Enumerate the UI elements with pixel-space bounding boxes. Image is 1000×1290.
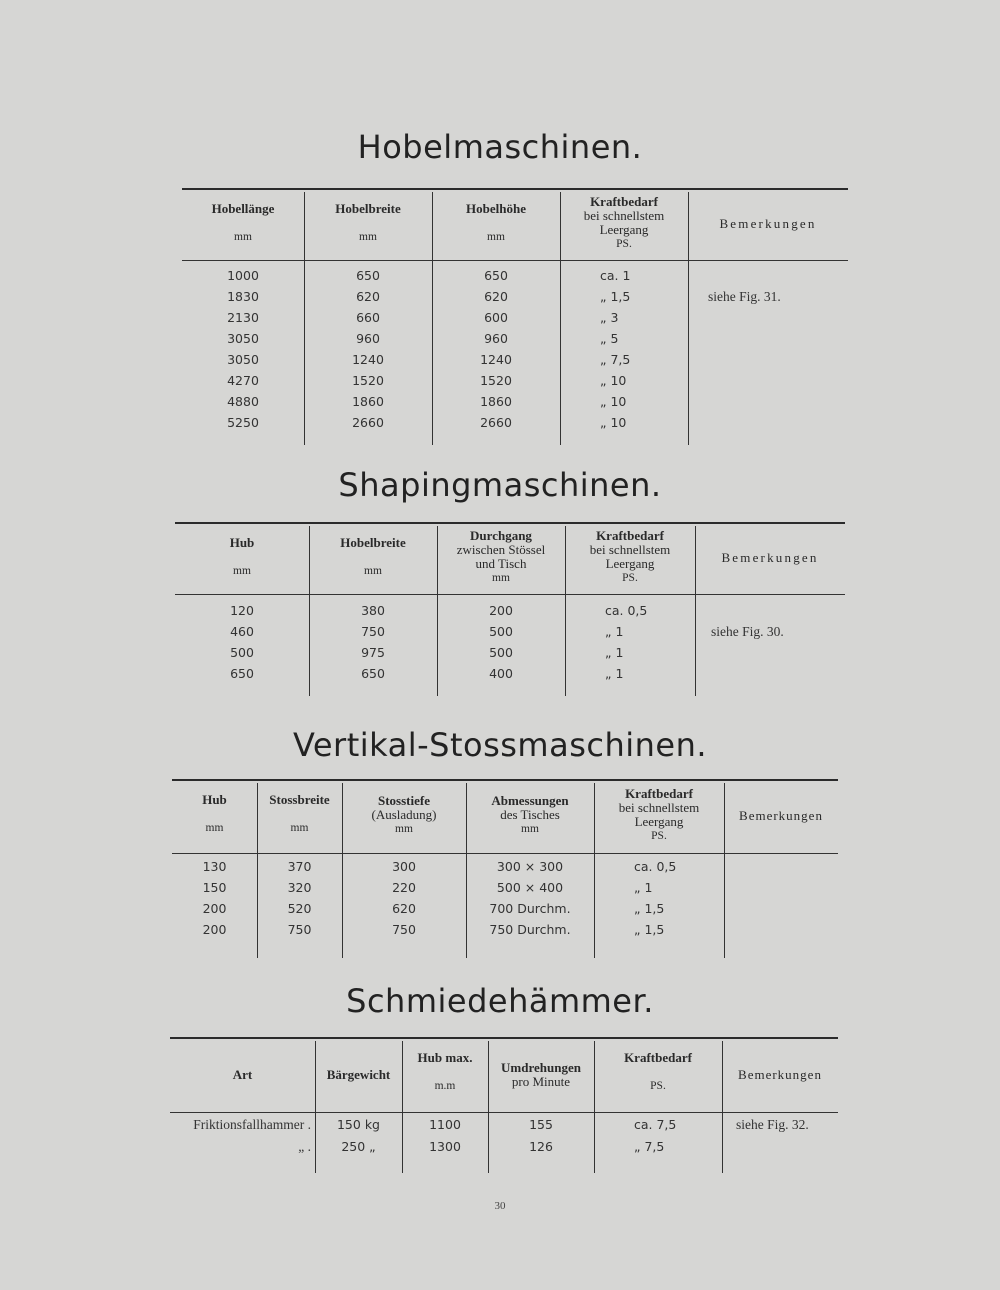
column-header-unit: mm	[234, 231, 252, 243]
table-cell: 750 Durchm.	[489, 922, 571, 937]
table-cell: 700 Durchm.	[489, 901, 571, 916]
table-top-rule	[175, 522, 845, 524]
table-cell: „ 1	[605, 624, 624, 639]
table-cell: 960	[484, 331, 508, 346]
table-cell: 1520	[352, 373, 384, 388]
header-rule	[175, 594, 845, 595]
table-cell: 320	[287, 880, 312, 895]
table-cell: 1860	[480, 394, 512, 409]
column-header-unit: mm	[521, 823, 539, 835]
column-header-unit: PS.	[651, 830, 667, 842]
table-cell: 130	[202, 859, 227, 874]
table-cell: „ 1	[634, 880, 653, 895]
column-header-label: Bemerkungen	[721, 550, 819, 565]
column-header	[724, 809, 838, 823]
column-header-label: Stosstiefe	[378, 793, 430, 808]
remark-note: siehe Fig. 32.	[736, 1117, 809, 1132]
table-cell: 750	[287, 922, 312, 937]
column-header	[432, 202, 560, 244]
table-cell: 500	[489, 624, 513, 639]
column-header-label: Hobellänge	[211, 201, 275, 216]
column-header	[695, 551, 845, 565]
column-header	[257, 793, 342, 835]
column-header	[172, 793, 257, 835]
column-header-subtitle: bei schnellstem	[618, 800, 700, 815]
column-header-label: Kraftbedarf	[625, 786, 693, 801]
column-header-subtitle: Leergang	[605, 556, 655, 571]
table-cell: 126	[529, 1139, 553, 1154]
table-cell: 150 kg	[336, 1117, 380, 1132]
section-title: Shapingmaschinen.	[338, 466, 662, 504]
table-cell: 1830	[227, 289, 259, 304]
section-title: Schmiedehämmer.	[346, 982, 654, 1020]
column-header	[688, 217, 848, 231]
table-top-rule	[170, 1037, 838, 1039]
column-header-unit: mm	[359, 231, 377, 243]
table-cell: 155	[529, 1117, 553, 1132]
table-cell: 1100	[429, 1117, 461, 1132]
column-header	[182, 202, 304, 244]
table-cell: 1520	[480, 373, 512, 388]
table-cell: „ 7,5	[600, 352, 631, 367]
table-cell: 500 × 400	[496, 880, 564, 895]
column-header-unit: PS.	[622, 572, 638, 584]
column-header-subtitle: Leergang	[634, 814, 684, 829]
column-header-label: Durchgang	[470, 528, 532, 543]
table-cell: 150	[202, 880, 227, 895]
table-cell: „ 1,5	[600, 289, 631, 304]
table-cell: „ .	[298, 1139, 311, 1154]
table-cell: 370	[287, 859, 312, 874]
column-header-unit: PS.	[616, 238, 632, 250]
column-header-label: Hobelbreite	[340, 535, 406, 550]
table-cell: ca. 7,5	[634, 1117, 677, 1132]
table-cell: 400	[489, 666, 513, 681]
table-cell: ca. 0,5	[605, 603, 648, 618]
column-header	[488, 1061, 594, 1089]
column-header	[722, 1068, 838, 1082]
column-header-label: Bemerkungen	[738, 1066, 822, 1082]
table-cell: 520	[287, 901, 312, 916]
table-cell: ca. 1	[600, 268, 631, 283]
column-header	[466, 794, 594, 836]
table-cell: 220	[392, 880, 416, 895]
table-cell: 650	[484, 268, 508, 283]
data-table	[175, 522, 845, 696]
column-header	[304, 202, 432, 244]
table-cell: 750	[361, 624, 385, 639]
table-cell: 200	[202, 901, 227, 916]
table-cell: 975	[361, 645, 385, 660]
table-cell: 2660	[352, 415, 384, 430]
table-cell: „ 3	[600, 310, 619, 325]
section-title: Hobelmaschinen.	[357, 128, 643, 166]
table-cell: 200	[202, 922, 227, 937]
column-header	[309, 536, 437, 578]
column-header-label: Stossbreite	[269, 792, 330, 807]
table-cell: 2660	[480, 415, 512, 430]
remark-note: siehe Fig. 30.	[711, 624, 784, 639]
table-cell: 750	[392, 922, 416, 937]
table-cell: 1300	[429, 1139, 461, 1154]
header-rule	[170, 1112, 838, 1113]
table-cell: 620	[484, 289, 508, 304]
table-cell: 1000	[227, 268, 259, 283]
column-header-subtitle: bei schnellstem	[589, 542, 671, 557]
column-header-label: Bärgewicht	[326, 1066, 391, 1082]
column-header-label: Abmessungen	[491, 793, 569, 808]
column-header	[402, 1051, 488, 1093]
column-header-label: Umdrehungen	[501, 1059, 581, 1075]
column-header-subtitle: pro Minute	[511, 1073, 571, 1089]
table-cell: 380	[361, 603, 385, 618]
table-top-rule	[172, 779, 838, 781]
column-divider	[722, 1041, 723, 1173]
table-cell: 4270	[227, 373, 259, 388]
table-cell: 650	[361, 666, 385, 681]
column-header-unit: mm	[395, 823, 413, 835]
table-cell: 120	[230, 603, 254, 618]
table-cell: „ 10	[600, 373, 627, 388]
table-cell: 960	[356, 331, 380, 346]
column-header-unit: PS.	[650, 1080, 666, 1092]
table-cell: 660	[356, 310, 380, 325]
table-cell: 2130	[227, 310, 259, 325]
column-header	[170, 1068, 315, 1082]
column-header-subtitle: (Ausladung)	[371, 807, 437, 822]
column-header-unit: mm	[492, 572, 510, 584]
column-header	[342, 794, 466, 836]
column-header	[560, 195, 688, 251]
table-cell: „ 1	[605, 645, 624, 660]
column-header-subtitle: und Tisch	[475, 556, 527, 571]
table-cell: „ 1,5	[634, 901, 665, 916]
table-cell: 250 „	[341, 1139, 376, 1154]
header-rule	[172, 853, 838, 854]
table-cell: 650	[230, 666, 254, 681]
table-cell: 3050	[227, 352, 259, 367]
table-cell: 500	[230, 645, 254, 660]
table-cell: „ 1,5	[634, 922, 665, 937]
table-cell: 500	[489, 645, 513, 660]
table-cell: 1240	[352, 352, 384, 367]
table-cell: 300	[392, 859, 416, 874]
column-header-label: Hub	[229, 535, 255, 550]
table-cell: Friktionsfallhammer .	[193, 1117, 311, 1132]
table-cell: 1240	[480, 352, 512, 367]
column-header-unit: mm	[364, 565, 382, 577]
column-header-label: Kraftbedarf	[596, 528, 664, 543]
table-cell: „ 10	[600, 415, 627, 430]
column-header-label: Kraftbedarf	[624, 1050, 692, 1065]
column-header	[175, 536, 309, 578]
table-cell: 600	[484, 310, 508, 325]
column-header-subtitle: Leergang	[599, 222, 649, 237]
column-header-subtitle: bei schnellstem	[583, 208, 665, 223]
table-cell: 5250	[227, 415, 259, 430]
table-cell: „ 7,5	[634, 1139, 665, 1154]
column-header-label: Bemerkungen	[719, 216, 817, 231]
column-header-unit: mm	[205, 822, 224, 834]
data-table	[170, 1037, 838, 1173]
column-header-unit: mm	[233, 565, 251, 577]
section-title: Vertikal-Stossmaschinen.	[292, 726, 708, 764]
data-table	[182, 188, 848, 445]
table-cell: „ 1	[605, 666, 624, 681]
table-cell: 200	[489, 603, 513, 618]
table-cell: 1860	[352, 394, 384, 409]
table-cell: 300 × 300	[496, 859, 564, 874]
table-cell: ca. 0,5	[634, 859, 677, 874]
table-cell: 460	[230, 624, 254, 639]
table-cell: „ 5	[600, 331, 619, 346]
table-cell: „ 10	[600, 394, 627, 409]
table-cell: 620	[392, 901, 416, 916]
remark-note: siehe Fig. 31.	[708, 289, 781, 304]
page-number: 30	[494, 1200, 506, 1212]
table-cell: 4880	[227, 394, 259, 409]
table-cell: 620	[356, 289, 380, 304]
column-header-label: Hobelhöhe	[466, 201, 526, 216]
column-header-label: Kraftbedarf	[590, 194, 658, 209]
column-header-unit: m.m	[434, 1080, 456, 1092]
column-header-label: Bemerkungen	[739, 808, 823, 823]
column-header-subtitle: zwischen Stössel	[456, 542, 546, 557]
column-header	[437, 529, 565, 585]
table-cell: 650	[356, 268, 380, 283]
column-header	[594, 787, 724, 843]
column-header-label: Hobelbreite	[335, 201, 401, 216]
header-rule	[182, 260, 848, 261]
table-top-rule	[182, 188, 848, 190]
column-header	[315, 1068, 402, 1082]
table-cell: 3050	[227, 331, 259, 346]
data-table	[172, 779, 838, 958]
column-header-unit: mm	[290, 822, 309, 834]
column-header-label: Hub	[202, 792, 227, 807]
column-header-label: Hub max.	[417, 1050, 473, 1065]
column-header-subtitle: des Tisches	[500, 807, 560, 822]
column-header	[565, 529, 695, 585]
column-header-unit: mm	[487, 231, 505, 243]
column-header	[594, 1051, 722, 1093]
column-header-label: Art	[232, 1066, 253, 1082]
